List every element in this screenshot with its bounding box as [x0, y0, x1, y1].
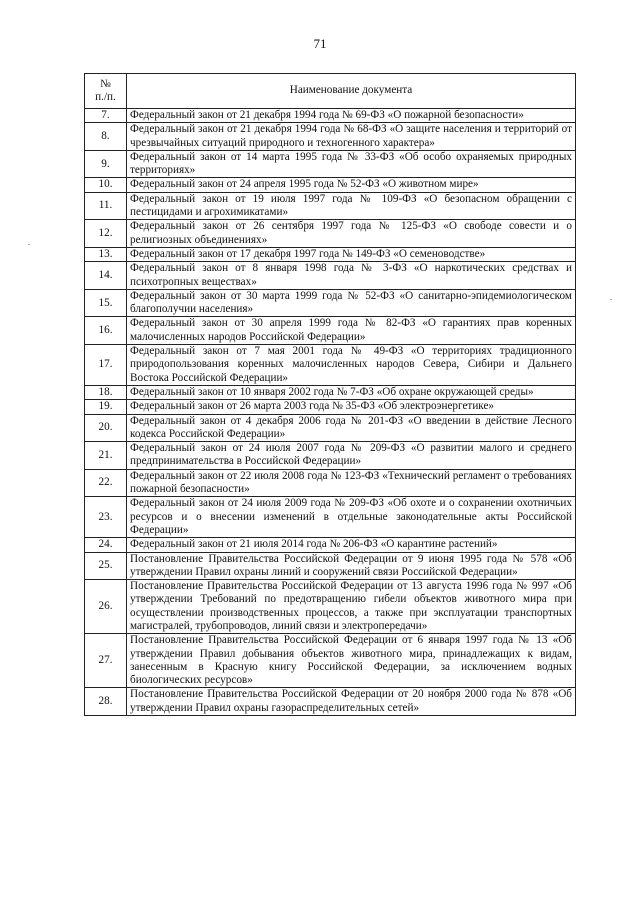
row-number: 23. — [85, 497, 127, 538]
row-number: 11. — [85, 192, 127, 220]
table-row — [85, 552, 576, 580]
row-document-name: Федеральный закон от 21 декабря 1994 года № 68-ФЗ «О защите населения и территорий от чрезвычайных ситуаций природного и техногенного характера» — [127, 123, 576, 151]
row-document-name: Постановление Правительства Российской Федерации от 20 ноября 2000 года № 878 «Об утверждении Правил охраны газораспределительных сетей» — [127, 688, 576, 716]
table-row — [85, 262, 576, 290]
row-number: 19. — [85, 400, 127, 414]
row-document-name: Федеральный закон от 7 мая 2001 года № 49-ФЗ «О территориях традиционного природопользования коренных малочисленных народов Севера, Сибири и Дальнего Востока Российской Федерации» — [127, 345, 576, 386]
table-header-row — [85, 74, 576, 109]
documents-table — [84, 73, 576, 716]
table-row — [85, 345, 576, 386]
table-row — [85, 192, 576, 220]
row-number: 15. — [85, 289, 127, 317]
row-number: 12. — [85, 220, 127, 248]
table-row — [85, 688, 576, 716]
row-number: 21. — [85, 442, 127, 470]
row-number: 27. — [85, 634, 127, 688]
table-row — [85, 538, 576, 552]
table-row — [85, 580, 576, 634]
row-number: 13. — [85, 247, 127, 261]
table-row — [85, 109, 576, 123]
row-document-name: Федеральный закон от 30 апреля 1999 года № 82-ФЗ «О гарантиях прав коренных малочисленных народов Российской Федерации» — [127, 317, 576, 345]
row-document-name: Федеральный закон от 30 марта 1999 года № 52-ФЗ «О санитарно-эпидемиологическом благополучии населения» — [127, 289, 576, 317]
row-document-name: Федеральный закон от 21 декабря 1994 года № 69-ФЗ «О пожарной безопасности» — [127, 109, 576, 123]
row-number: 28. — [85, 688, 127, 716]
row-document-name: Федеральный закон от 21 июля 2014 года № 206-ФЗ «О карантине растений» — [127, 538, 576, 552]
row-document-name: Постановление Правительства Российской Федерации от 13 августа 1996 года № 997 «Об утверждении Требований по предотвращению гибели объектов животного мира при осуществлении производственных процессов, а также при эксплуатации транспортных магистралей, трубопроводов, линий связи и электропередачи» — [127, 580, 576, 634]
header-number — [85, 74, 127, 109]
row-document-name: Постановление Правительства Российской Федерации от 9 июня 1995 года № 578 «Об утверждении Правил охраны линий и сооружений связи Российской Федерации» — [127, 552, 576, 580]
row-number: 17. — [85, 345, 127, 386]
row-number: 26. — [85, 580, 127, 634]
scan-speck — [610, 299, 612, 300]
row-number: 25. — [85, 552, 127, 580]
row-number: 7. — [85, 109, 127, 123]
row-number: 14. — [85, 262, 127, 290]
table-row — [85, 150, 576, 178]
row-document-name: Федеральный закон от 22 июля 2008 года № 123-ФЗ «Технический регламент о требованиях пожарной безопасности» — [127, 469, 576, 497]
row-number: 10. — [85, 178, 127, 192]
row-number: 22. — [85, 469, 127, 497]
row-document-name: Федеральный закон от 24 июля 2007 года № 209-ФЗ «О развитии малого и среднего предпринимательства в Российской Федерации» — [127, 442, 576, 470]
table-row — [85, 497, 576, 538]
header-number-line2: п./п. — [95, 91, 116, 103]
row-document-name: Федеральный закон от 26 сентября 1997 года № 125-ФЗ «О свободе совести и о религиозных объединениях» — [127, 220, 576, 248]
table-row — [85, 247, 576, 261]
row-number: 8. — [85, 123, 127, 151]
table-row — [85, 414, 576, 442]
row-document-name: Федеральный закон от 4 декабря 2006 года № 201-ФЗ «О введении в действие Лесного кодекса Российской Федерации» — [127, 414, 576, 442]
table-row — [85, 469, 576, 497]
scan-speck — [28, 244, 30, 245]
table-row — [85, 442, 576, 470]
row-document-name: Федеральный закон от 26 марта 2003 года № 35-ФЗ «Об электроэнергетике» — [127, 400, 576, 414]
row-document-name: Федеральный закон от 17 декабря 1997 года № 149-ФЗ «О семеноводстве» — [127, 247, 576, 261]
row-number: 24. — [85, 538, 127, 552]
table-row — [85, 220, 576, 248]
row-number: 9. — [85, 150, 127, 178]
row-document-name: Федеральный закон от 10 января 2002 года № 7-ФЗ «Об охране окружающей среды» — [127, 385, 576, 399]
row-number: 16. — [85, 317, 127, 345]
table-row — [85, 634, 576, 688]
table-row — [85, 123, 576, 151]
page-number: 71 — [313, 36, 327, 51]
row-number: 20. — [85, 414, 127, 442]
table-row — [85, 400, 576, 414]
table-row — [85, 385, 576, 399]
row-document-name: Федеральный закон от 24 июля 2009 года № 209-ФЗ «Об охоте и о сохранении охотничьих ресурсов и о внесении изменений в отдельные законодательные акты Российской Федерации» — [127, 497, 576, 538]
row-number: 18. — [85, 385, 127, 399]
row-document-name: Федеральный закон от 19 июля 1997 года № 109-ФЗ «О безопасном обращении с пестицидами и агрохимикатами» — [127, 192, 576, 220]
row-document-name: Федеральный закон от 8 января 1998 года № 3-ФЗ «О наркотических средствах и психотропных веществах» — [127, 262, 576, 290]
row-document-name: Федеральный закон от 24 апреля 1995 года № 52-ФЗ «О животном мире» — [127, 178, 576, 192]
header-document-name: Наименование документа — [127, 74, 576, 109]
row-document-name: Федеральный закон от 14 марта 1995 года № 33-ФЗ «Об особо охраняемых природных территориях» — [127, 150, 576, 178]
table-row — [85, 178, 576, 192]
table-row — [85, 289, 576, 317]
table-row — [85, 317, 576, 345]
header-number-line1: № — [100, 77, 111, 90]
row-document-name: Постановление Правительства Российской Федерации от 6 января 1997 года № 13 «Об утверждении Правил добывания объектов животного мира, принадлежащих к видам, занесенным в Красную книгу Российской Федерации, за исключением водных биологических ресурсов» — [127, 634, 576, 688]
